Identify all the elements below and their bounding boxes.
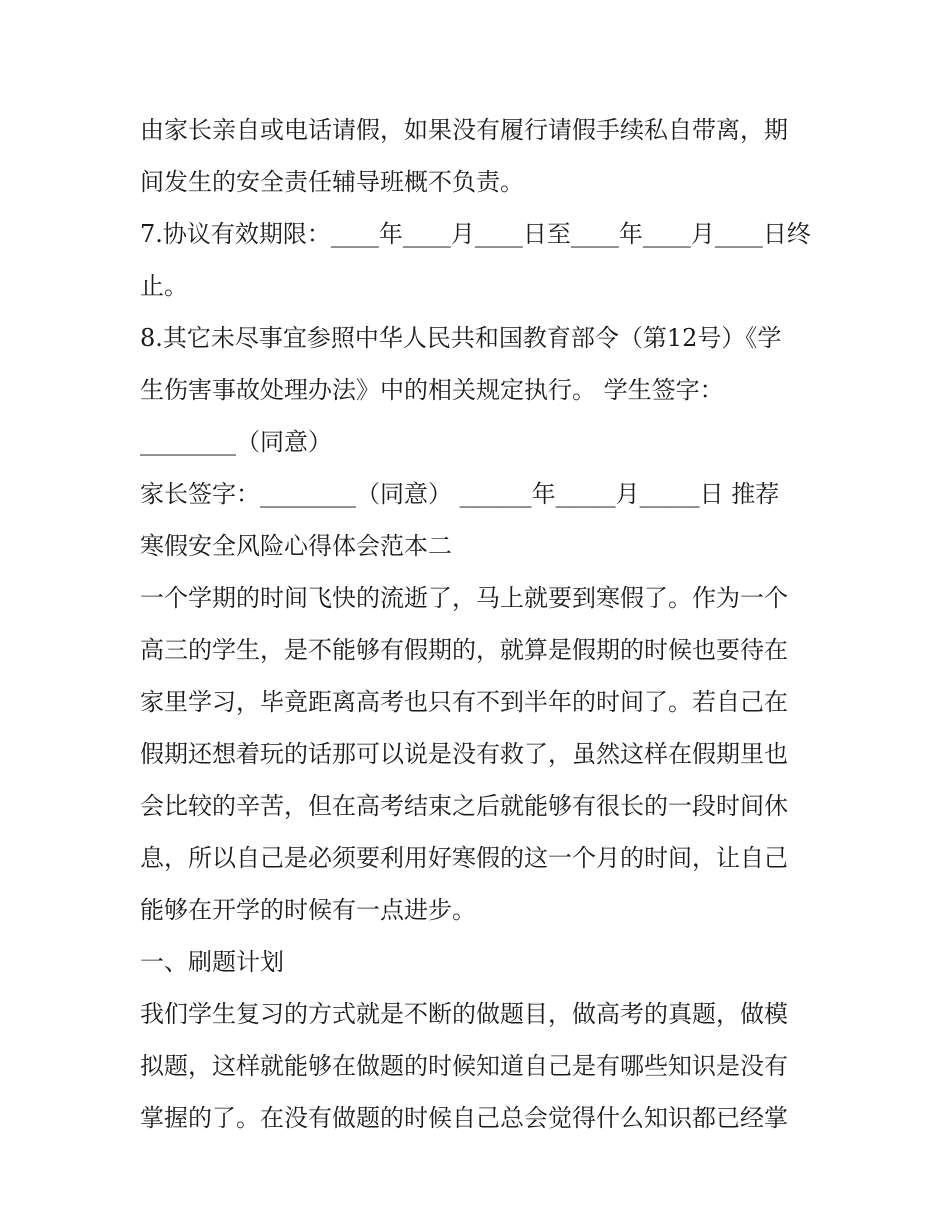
text-line: 高三的学生，是不能够有假期的，就算是假期的时候也要待在 bbox=[140, 636, 788, 664]
signature-line: ________（同意） bbox=[140, 428, 332, 456]
text-line: 7.协议有效期限：____年____月____日至____年____月____日终 bbox=[140, 220, 811, 248]
text-line: 能够在开学的时候有一点进步。 bbox=[140, 896, 476, 924]
text-line: 掌握的了。在没有做题的时候自己总会觉得什么知识都已经掌 bbox=[140, 1104, 788, 1132]
signature-line: 家长签字：________（同意） ______年_____月_____日 推荐 bbox=[140, 480, 780, 508]
text-line: 止。 bbox=[140, 272, 188, 300]
section-heading: 一、刷题计划 bbox=[140, 948, 284, 976]
text-line: 我们学生复习的方式就是不断的做题目，做高考的真题，做模 bbox=[140, 1000, 788, 1028]
text-line: 拟题，这样就能够在做题的时候知道自己是有哪些知识是没有 bbox=[140, 1052, 788, 1080]
section-title: 寒假安全风险心得体会范本二 bbox=[140, 532, 452, 560]
text-line: 由家长亲自或电话请假，如果没有履行请假手续私自带离，期 bbox=[140, 116, 788, 144]
text-line: 生伤害事故处理办法》中的相关规定执行。 学生签字： bbox=[140, 376, 724, 404]
text-line: 息，所以自己是必须要利用好寒假的这一个月的时间，让自己 bbox=[140, 844, 788, 872]
text-line: 一个学期的时间飞快的流逝了，马上就要到寒假了。作为一个 bbox=[140, 584, 788, 612]
text-line: 会比较的辛苦，但在高考结束之后就能够有很长的一段时间休 bbox=[140, 792, 788, 820]
text-line: 假期还想着玩的话那可以说是没有救了，虽然这样在假期里也 bbox=[140, 740, 788, 768]
text-line: 8.其它未尽事宜参照中华人民共和国教育部令（第12号）《学 bbox=[140, 324, 782, 352]
text-line: 家里学习，毕竟距离高考也只有不到半年的时间了。若自己在 bbox=[140, 688, 788, 716]
document-page bbox=[140, 104, 820, 1144]
text-line: 间发生的安全责任辅导班概不负责。 bbox=[140, 168, 524, 196]
